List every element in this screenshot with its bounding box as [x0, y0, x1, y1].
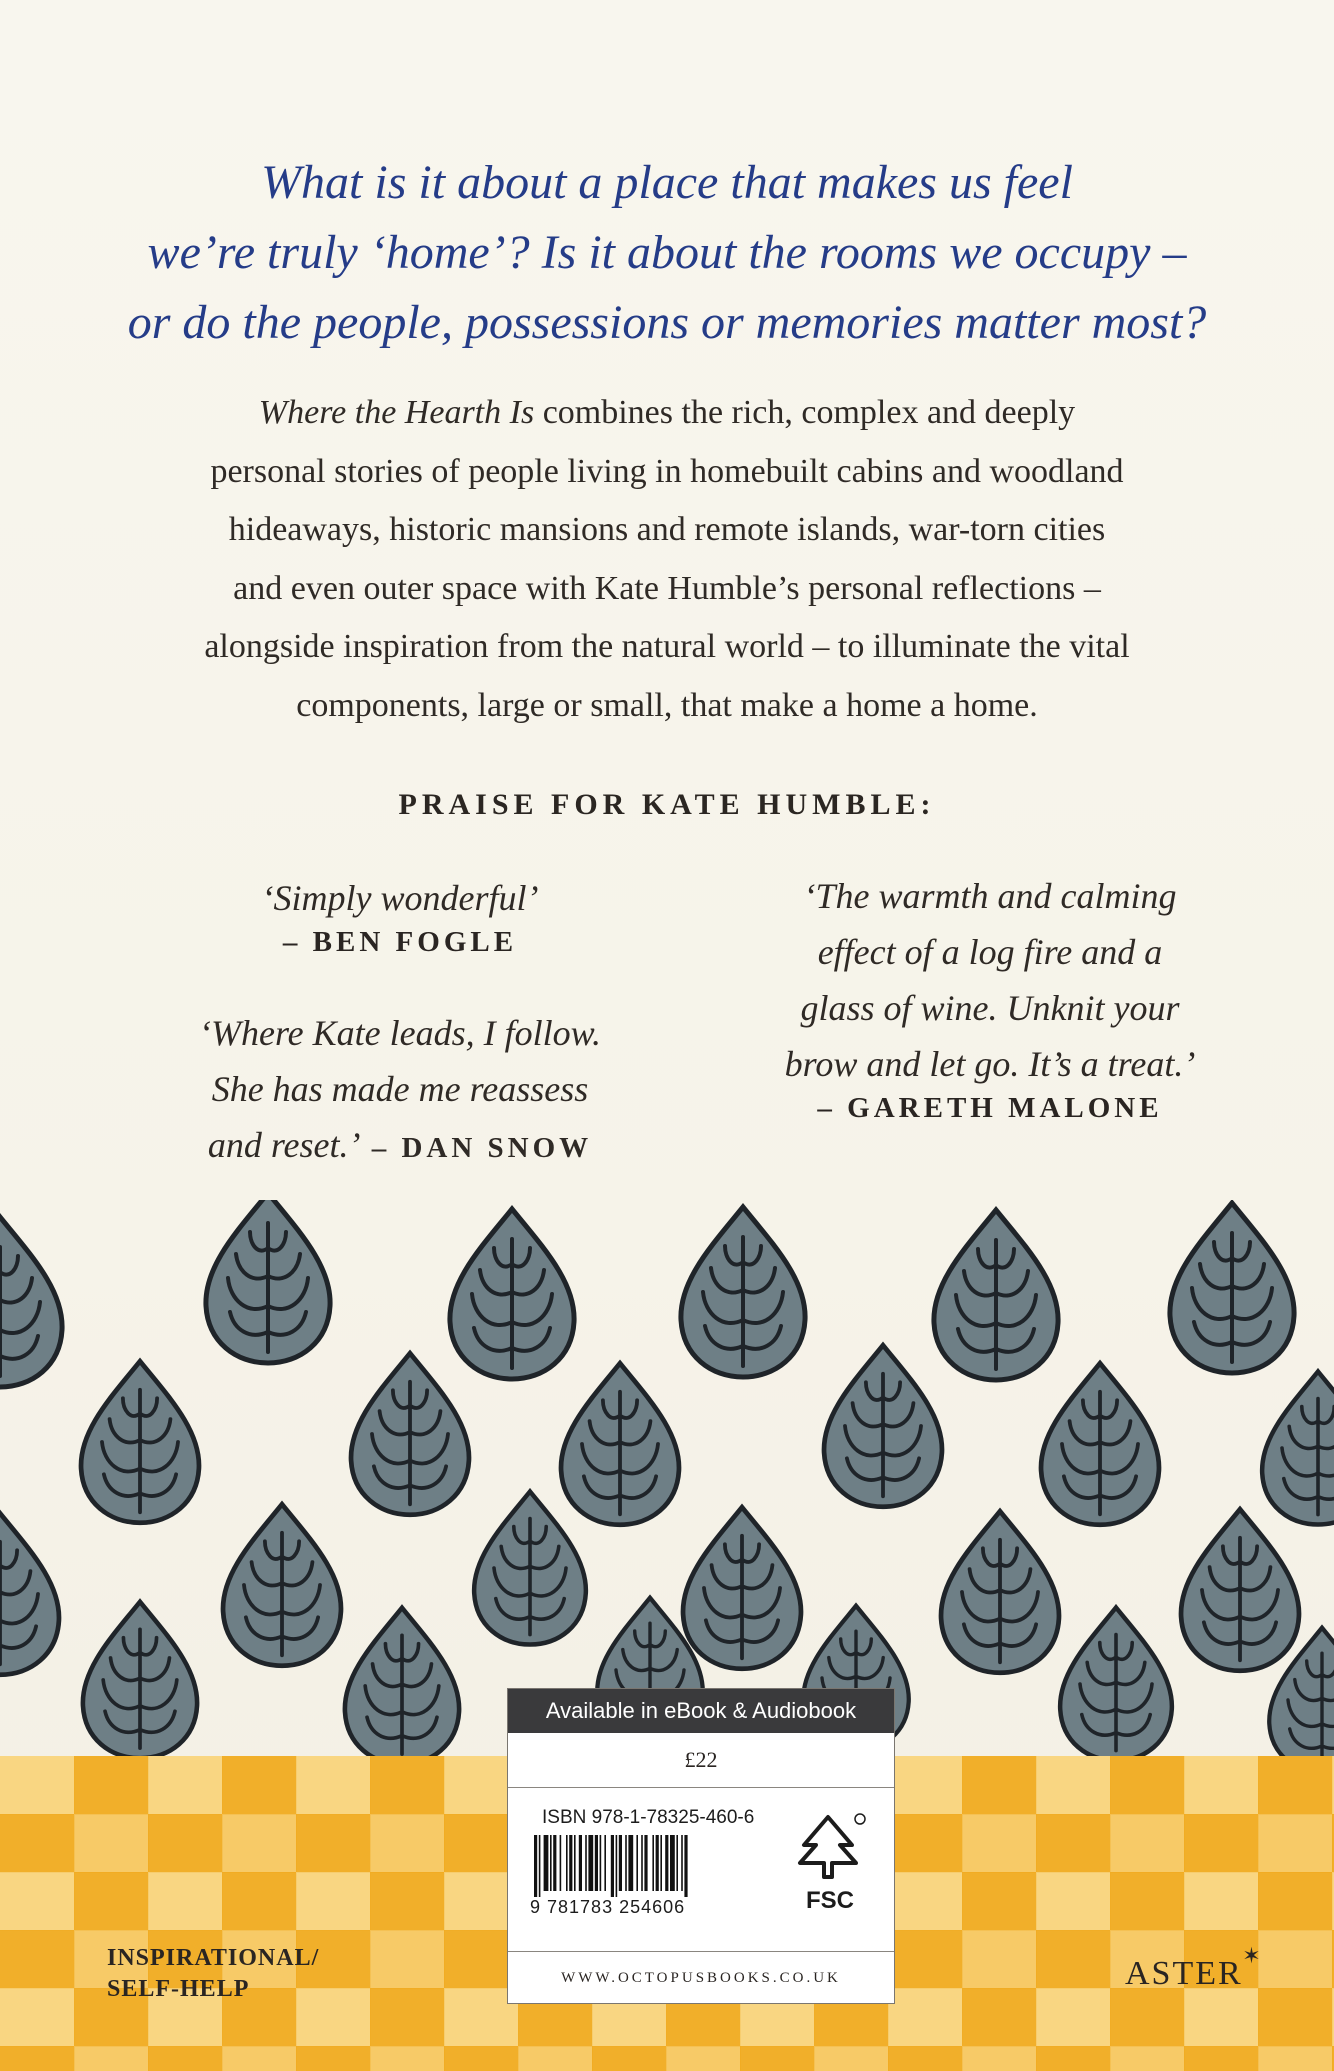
tagline-line: What is it about a place that makes us feel: [261, 156, 1073, 209]
quote-text: ‘Where Kate leads, I follow.: [199, 1013, 601, 1053]
leaf: [824, 1345, 942, 1507]
book-blurb: [120, 384, 1214, 735]
isbn-number: ISBN 978-1-78325-460-6: [542, 1807, 755, 1828]
publisher-name: ASTER: [1125, 1955, 1243, 1992]
publisher-website: WWW.OCTOPUSBOOKS.CO.UK: [508, 1951, 894, 2004]
leaf: [345, 1608, 459, 1760]
praise-heading: PRAISE FOR KATE HUMBLE:: [398, 788, 936, 821]
quote-text: ‘Simply wonderful’: [261, 878, 539, 918]
barcode-panel: [507, 1688, 895, 2004]
quote-text: She has made me reassess: [211, 1069, 589, 1109]
leaf: [81, 1361, 199, 1523]
leaf: [1041, 1363, 1159, 1525]
quote-dan-snow: [150, 1005, 650, 1176]
blurb-line: alongside inspiration from the natural world – to illuminate the vital: [204, 628, 1130, 665]
category-line: INSPIRATIONAL/: [107, 1945, 320, 1971]
leaf: [351, 1353, 469, 1515]
blurb-line: [120, 384, 1214, 443]
star-icon: ✶: [1242, 1943, 1263, 1968]
quote-attribution: – GARETH MALONE: [817, 1092, 1163, 1124]
blurb-line: personal stories of people living in homebuilt cabins and woodland: [210, 452, 1124, 490]
format-banner: Available in eBook & Audiobook: [508, 1689, 894, 1733]
leaf: [0, 1217, 62, 1387]
quote-gareth-malone: [740, 868, 1240, 1125]
publisher-logo: [1125, 1943, 1263, 1993]
tagline-line: or do the people, possessions or memories matter most?: [127, 296, 1207, 349]
barcode-icon: [532, 1835, 762, 1897]
leaf: [223, 1504, 341, 1666]
tagline: [60, 148, 1274, 358]
barcode-digits: 9 781783 254606: [530, 1897, 686, 1917]
leaf: [1060, 1608, 1172, 1761]
leaf: [561, 1363, 679, 1525]
category-line: SELF-HELP: [107, 1976, 250, 2002]
quote-ben-fogle: [150, 870, 650, 959]
blurb-text: combines the rich, complex and deeply: [534, 394, 1076, 431]
tagline-line: we’re truly ‘home’? Is it about the rooms we occupy –: [147, 226, 1187, 279]
quote-text: and reset.’: [207, 1125, 361, 1165]
leaf: [83, 1602, 197, 1758]
blurb-line: components, large or small, that make a home a home.: [296, 686, 1038, 724]
fsc-tree-icon: [790, 1811, 866, 1885]
quote-text: effect of a log fire and a: [817, 932, 1163, 972]
leaf: [1262, 1372, 1334, 1525]
fsc-label: FSC: [806, 1887, 854, 1914]
leaf: [206, 1200, 330, 1363]
blurb-line: hideaways, historic mansions and remote islands, war-torn cities: [228, 511, 1106, 548]
book-title: Where the Hearth Is: [258, 394, 535, 431]
quote-attribution: – DAN SNOW: [360, 1132, 593, 1164]
leaf-pattern-illustration: [0, 1200, 1334, 1760]
quote-line-with-attribution: [150, 1117, 650, 1176]
leaf: [474, 1492, 586, 1645]
blurb-line: and even outer space with Kate Humble’s personal reflections –: [233, 569, 1101, 607]
category-label: [107, 1943, 319, 2005]
leaf: [941, 1511, 1059, 1673]
quote-attribution: – BEN FOGLE: [282, 926, 518, 958]
leaf: [450, 1209, 574, 1379]
leaf: [934, 1210, 1058, 1380]
quote-text: glass of wine. Unknit your: [800, 988, 1180, 1028]
leaf: [1181, 1509, 1299, 1671]
leaf: [683, 1507, 801, 1669]
price: £22: [508, 1733, 894, 1788]
quote-text: ‘The warmth and calming: [803, 876, 1177, 916]
leaf: [0, 1513, 59, 1675]
leaf: [1170, 1203, 1294, 1373]
quote-text: brow and let go. It’s a treat.’: [784, 1044, 1196, 1084]
leaf: [681, 1207, 805, 1377]
